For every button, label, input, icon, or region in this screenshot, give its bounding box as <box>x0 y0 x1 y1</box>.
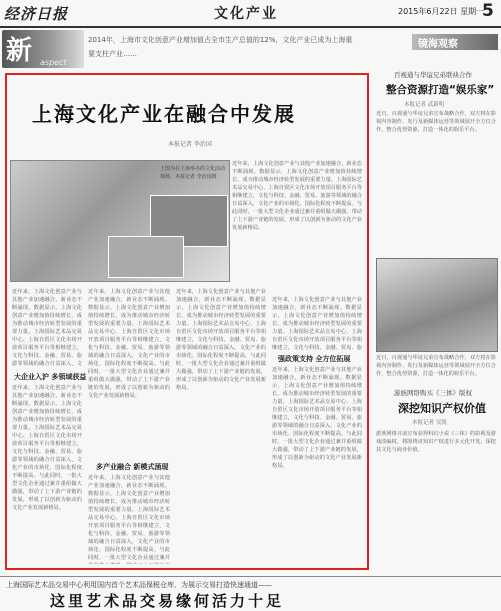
lead-strip-text: 2014年，上海市文化创意产业增加值占全市生产总值的12%，文化产业已成为上海重要支柱产业…… <box>88 36 353 58</box>
article-column: 近年来，上海文化创意产业与其他产业加速融合，新业态不断涌现。数据显示，上海文化创意产业增加值持续增长，成为推动城市经济转型发展的重要力量。上海国际艺术品交易中心、上海自贸区文化市场开放项目服务平台等相继建立，文化与科技、金融、贸易、旅游等领域的融合日益深入，文化产业的市场化、国际化程度不断提高。与此同时，一批大型文化企业通过兼并重组做大做强，带动了上下游产业链的发展，形成了以创新为驱动的文化产业发展新格局。 <box>272 367 362 469</box>
right-story-body: 近日，百视通与华谊兄弟宣布战略合作，双方将在影视内容制作、发行及新媒体运营等领域展开全方位合作，整合优势资源，打造一体化的娱乐平台。 <box>376 355 496 377</box>
article-column: 近年来，上海文化创意产业与其他产业加速融合，新业态不断涌现。数据显示，上海文化创意产业增加值持续增长，成为推动城市经济转型发展的重要力量。上海国际艺术品交易中心、上海自贸区文化市场开放项目服务平台等相继建立，文化与科技、金融、贸易、旅游等领域的融合日益深入，文化产业的市场化、国际化程度不断提高。与此同时，一批大型文化企业通过兼并重组做大做强，带动了上下游产业链的发展，形成了以创新为驱动的文化产业发展新格局。 <box>176 289 266 391</box>
right-story-body: 游族网络日前宣布获得科幻小说《三体》的影视及游戏改编权，将围绕该知识产权进行多元化开发，深挖其文化与商业价值。 <box>376 431 496 453</box>
right-story-kicker: 游族网络购买《三体》版权 <box>394 389 472 397</box>
bottom-story-title[interactable]: 这里艺术品交易缘何活力十足 <box>50 592 285 610</box>
divider <box>0 576 501 577</box>
column-logo-char: 新 <box>6 36 33 66</box>
section-subhead: 强政策支持 全方位拓展 <box>278 355 351 363</box>
article-column: 近年来，上海文化创意产业与其他产业加速融合，新业态不断涌现。数据显示，上海文化创意产业增加值持续增长，成为推动城市经济转型发展的重要力量。上海国际艺术品交易中心、上海自贸区文化市场开放项目服务平台等相继建立，文化与科技、金融、贸易、旅游等领域的融合日益深入，文化产业的市场化、国际化程度不断提高。与此同时，一批大型文化企业通过兼并重组做大做强，带动了上下游产业链的发展，形成了以创新为驱动的文化产业发展新格局。 <box>232 161 362 231</box>
right-story-title[interactable]: 深挖知识产权价值 <box>398 402 486 415</box>
article-column: 近年来，上海文化创意产业与其他产业加速融合，新业态不断涌现。数据显示，上海文化创意产业增加值持续增长，成为推动城市经济转型发展的重要力量。上海国际艺术品交易中心、上海自贸区文化市场开放项目服务平台等相继建立，文化与科技、金融、贸易、旅游等领域的融合日益深入，文化产业的市场化、国际化程度不断提高。与此同时，一批大型文化企业通过兼并重组做大做强，带动了上下游产业链的发展，形成了以创新为驱动的文化产业发展新格局。 <box>12 385 82 511</box>
main-headline[interactable]: 上海文化产业在融合中发展 <box>32 102 296 126</box>
right-story-kicker: 百视通与华谊兄弟联袂合作 <box>394 71 472 79</box>
right-story-title[interactable]: 整合资源打造“娱乐家” <box>386 84 495 96</box>
article-column: 近年来，上海文化创意产业与其他产业加速融合，新业态不断涌现。数据显示，上海文化创意产业增加值持续增长，成为推动城市经济转型发展的重要力量。上海国际艺术品交易中心、上海自贸区文化市场开放项目服务平台等相继建立，文化与科技、金融、贸易、旅游等领域的融合日益深入，文化产业的市场化、国际化程度不断提高。与此同时，一批大型文化企业通过兼并重组做大做强，带动了上下游产业链的发展，形成了以创新为驱动的文化产业发展新格局。 <box>88 289 170 399</box>
article-photo-inset <box>108 236 184 278</box>
section-subhead: 大企业入沪 多领域获益 <box>14 373 87 381</box>
right-story-body: 近日，百视通与华谊兄弟宣布战略合作，双方将在影视内容制作、发行及新媒体运营等领域展开全方位合作，整合优势资源，打造一体化的娱乐平台。 <box>376 111 496 133</box>
right-story-byline: 本报记者 武新明 <box>404 102 445 108</box>
section-title: 文化产业 <box>214 6 278 22</box>
newspaper-name: 经济日报 <box>4 5 69 23</box>
issue-date: 2015年6月22日 星期一 <box>398 7 485 16</box>
article-column: 近年来，上海文化创意产业与其他产业加速融合，新业态不断涌现。数据显示，上海文化创意产业增加值持续增长，成为推动城市经济转型发展的重要力量。上海国际艺术品交易中心、上海自贸区文化市场开放项目服务平台等相继建立，文化与科技、金融、贸易、旅 <box>272 297 362 350</box>
article-column: 近年来，上海文化创意产业与其他产业加速融合，新业态不断涌现。数据显示，上海文化创意产业增加值持续增长，成为推动城市经济转型发展的重要力量。上海国际艺术品交易中心、上海自贸区文化市场开放项目服务平台等相继建立，文化与科技、金融、贸易、旅游等领域的融合日益深入，文 <box>12 289 82 367</box>
section-subhead: 多产业融合 新模式涌现 <box>96 463 169 471</box>
right-story-byline: 本报记者 吴凯 <box>412 420 447 426</box>
column-logo-word: aspect <box>40 58 67 67</box>
article-column: 近年来，上海文化创意产业与其他产业加速融合，新业态不断涌现。数据显示，上海文化创意产业增加值持续增长，成为推动城市经济转型发展的重要力量。上海国际艺术品交易中心、上海自贸区文化市场开放项目服务平台等相继建立，文化与科技、金融、贸易、旅游等领域的融合日益深入，文化产业的市场化、国际化程度不断提高。与此同时，一批大型文化企业通过兼并 <box>88 475 170 561</box>
photo-caption: 上图为在上海举办的文化活动现场，本报记者 李治国摄 <box>160 166 226 180</box>
bottom-story-kicker: 上海国际艺术品交易中心利用国内首个艺术品保税仓库，为展示交易打造快速通道—— <box>6 581 272 589</box>
main-byline: 本报记者 李治国 <box>168 141 212 148</box>
observation-badge-label: 镜海观察 <box>418 39 458 50</box>
right-story-photo <box>376 258 498 352</box>
page-number: 5 <box>482 1 494 21</box>
